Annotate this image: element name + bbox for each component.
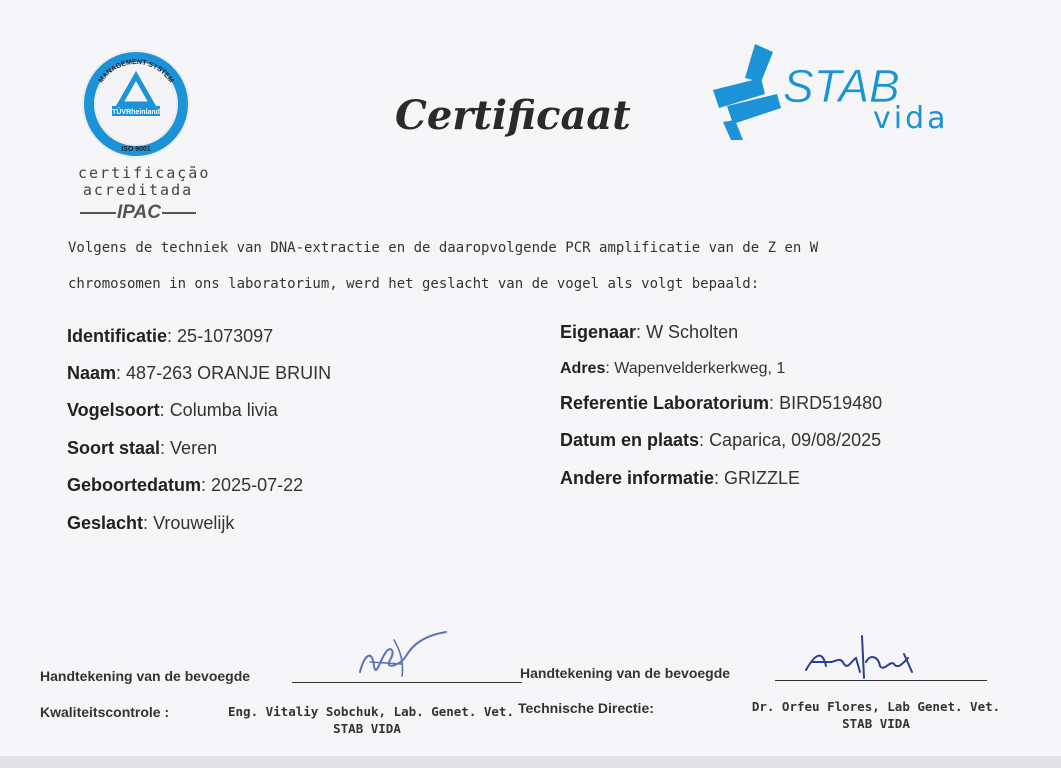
field-andere-informatie: Andere informatie: GRIZZLE	[560, 468, 801, 488]
tuv-brand-text: TÜVRheinland	[112, 109, 160, 116]
field-identificatie: Identificatie: 25-1073097	[67, 326, 274, 346]
left-signer-block	[228, 703, 514, 737]
field-label: Geboortedatum	[67, 475, 202, 495]
intro-line-1: Volgens de techniek van DNA-extractie en de daaropvolgende PCR amplificatie van de Z en W	[68, 240, 819, 256]
left-signer-org: STAB VIDA	[333, 721, 401, 736]
right-signature-label: Handtekening van de bevoegde	[520, 665, 731, 681]
field-value: Vrouwelijk	[153, 513, 235, 533]
left-signer-name: Eng. Vitaliy Sobchuk, Lab. Genet. Vet.	[228, 704, 514, 719]
field-value: 25-1073097	[177, 326, 274, 346]
field-value: BIRD519480	[779, 393, 883, 413]
accreditation-text	[78, 164, 211, 199]
dna-helix-icon	[713, 44, 781, 140]
right-signer-block	[740, 698, 1012, 732]
field-adres: Adres: Wapenvelderkerkweg, 1	[560, 360, 786, 377]
tuv-rheinland-logo	[80, 48, 192, 160]
field-label: Referentie Laboratorium	[560, 393, 770, 413]
right-handwritten-signature	[800, 632, 950, 682]
field-geslacht: Geslacht: Vrouwelijk	[67, 513, 235, 533]
field-value: Columba livia	[169, 400, 278, 420]
field-value: 2025-07-22	[211, 475, 304, 495]
field-eigenaar: Eigenaar: W Scholten	[560, 322, 739, 342]
field-label: Andere informatie	[560, 468, 715, 488]
field-label: Eigenaar	[560, 322, 637, 342]
field-referentie-laboratorium: Referentie Laboratorium: BIRD519480	[560, 393, 883, 413]
field-label: Datum en plaats	[560, 430, 700, 450]
left-role-label: Kwaliteitscontrole :	[40, 704, 170, 720]
field-soort-staal: Soort staal: Veren	[67, 438, 218, 458]
field-label: Naam	[67, 363, 117, 383]
field-value: GRIZZLE	[724, 468, 801, 488]
field-label: Geslacht	[67, 513, 144, 533]
stab-word: STAB	[783, 60, 900, 112]
right-signer-org: STAB VIDA	[842, 716, 910, 731]
field-label: Soort staal	[67, 438, 161, 458]
field-naam: Naam: 487-263 ORANJE BRUIN	[67, 363, 332, 383]
accreditation-line2: acreditada	[82, 181, 194, 199]
field-vogelsoort: Vogelsoort: Columba livia	[67, 400, 278, 420]
field-value: 487-263 ORANJE BRUIN	[126, 363, 332, 383]
field-datum-en-plaats: Datum en plaats: Caparica, 09/08/2025	[560, 430, 882, 450]
ipac-logo	[78, 200, 198, 222]
field-label: Identificatie	[67, 326, 168, 346]
vida-word: vida	[873, 101, 949, 136]
stab-vida-logo	[705, 42, 1005, 142]
field-geboortedatum: Geboortedatum: 2025-07-22	[67, 475, 304, 495]
left-signature-label: Handtekening van de bevoegde	[40, 668, 251, 684]
left-handwritten-signature	[350, 626, 460, 682]
certificate-title: Certificaat	[395, 92, 631, 139]
field-label: Adres	[560, 360, 606, 377]
intro-line-2: chromosomen in ons laboratorium, werd het geslacht van de vogel als volgt bepaald:	[68, 276, 760, 292]
field-value: Caparica, 09/08/2025	[709, 430, 882, 450]
scan-edge	[0, 756, 1061, 768]
left-signature-line	[292, 682, 522, 683]
field-value: Wapenvelderkerkweg, 1	[614, 360, 786, 377]
field-value: Veren	[170, 438, 218, 458]
ipac-text: IPAC	[117, 202, 161, 222]
field-value: W Scholten	[646, 322, 739, 342]
iso-text: ISO 9001	[121, 146, 151, 153]
tuv-ring-text: MANAGEMENT SYSTEM	[97, 58, 175, 85]
right-role-label: Technische Directie:	[518, 700, 654, 716]
accreditation-line1: certificação	[78, 164, 211, 182]
right-signer-name: Dr. Orfeu Flores, Lab Genet. Vet.	[751, 699, 1001, 714]
field-label: Vogelsoort	[67, 400, 160, 420]
